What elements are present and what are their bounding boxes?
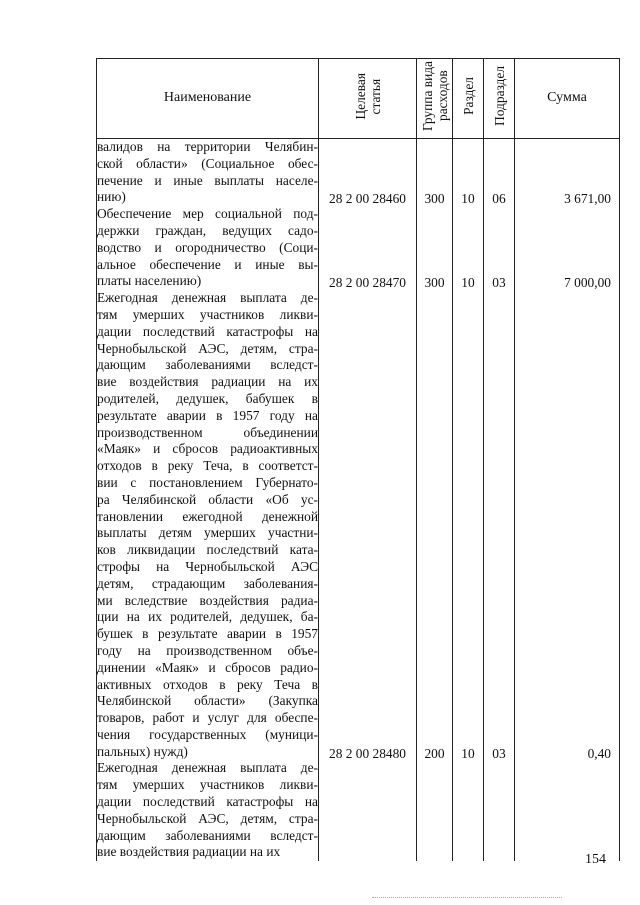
header-target-article: Целевая статья [319,59,417,139]
entry-line: бушек в результате аварии в 1957 [97,626,318,642]
target-article-column [319,139,417,862]
page-number: 154 [585,852,606,867]
expense-group-column [417,139,453,862]
entry-line: тям умерших участников ликви- [97,777,318,793]
subsection-value: 03 [492,745,506,761]
entry-line: Челябинской области» (Закупка [97,693,318,709]
entry-line: Обеспечение мер социальной под- [97,206,318,222]
entry-line: строфы на Чернобыльской АЭС [97,558,318,574]
sum-value: 0,40 [587,745,611,761]
entry-name [97,290,318,760]
entry-line: ми вследствие воздействия радиа- [97,592,318,608]
entry-line: нию) [97,189,126,205]
header-sum: Сумма [515,59,620,139]
subsection-column [484,139,515,862]
section-column [453,139,484,862]
entry-line: тановлении ежегодной денежной [97,508,318,524]
entry-line: вие воздействия радиации на их [97,374,318,390]
entry-line: дации последствий катастрофы на [97,323,318,339]
section-value: 10 [461,745,475,761]
header-subsection: Подраздел [484,59,515,139]
subsection-value: 03 [492,275,506,291]
entry-line: держки граждан, ведущих садо- [97,222,318,238]
entry-line: «Маяк» и сбросов радиоактивных [97,441,318,457]
expense-group-value: 300 [424,191,445,207]
target-article-value: 28 2 00 28480 [329,745,406,761]
entry-line: активных отходов в реку Теча в [97,676,318,692]
entry-line: дающим заболеваниями вследст- [97,357,318,373]
entry-line: дающим заболеваниями вследст- [97,827,318,843]
entry-line: печение и иные выплаты населе- [97,172,318,188]
entry-line: детям, страдающим заболевания- [97,575,318,591]
expense-group-value: 200 [424,745,445,761]
header-section: Раздел [453,59,484,139]
sum-value: 7 000,00 [564,275,611,291]
subsection-value: 06 [492,191,506,207]
entry-line: дации последствий катастрофы на [97,794,318,810]
target-article-value: 28 2 00 28470 [329,275,406,291]
table-body-row [97,139,620,862]
entry-line: родителей, дедушек, бабушек в [97,390,318,406]
entry-line: водство и огородничество (Соци- [97,239,318,255]
entry-line: чения государственных (муници- [97,726,318,742]
entry-line: году на производственном объе- [97,642,318,658]
entry-line: вие воздействия радиации на их [97,844,281,860]
sum-value: 3 671,00 [564,191,611,207]
entry-line: Чернобыльской АЭС, детям, стра- [97,810,318,826]
entry-name [97,760,318,861]
entry-line: выплаты детям умерших участни- [97,525,318,541]
entry-line: результате аварии в 1957 году на [97,407,318,423]
entry-line: ции на их родителей, дедушек, ба- [97,609,318,625]
section-value: 10 [461,191,475,207]
entry-line: производственном объединении [97,424,318,440]
section-value: 10 [461,275,475,291]
expense-group-value: 300 [424,275,445,291]
entry-line: платы населению) [97,273,202,289]
entry-line: динении «Маяк» и сбросов радио- [97,659,318,675]
header-name: Наименование [97,59,319,139]
entry-line: пальных) нужд) [97,743,188,759]
entry-name [97,206,318,290]
entry-line: альное обеспечение и иные вы- [97,256,318,272]
budget-table [96,58,620,861]
footer-rule [372,897,562,898]
entry-line: Ежегодная денежная выплата де- [97,290,318,306]
entry-line: ков ликвидации последствий ката- [97,542,318,558]
entry-line: Чернобыльской АЭС, детям, стра- [97,340,318,356]
header-expense-group: Группа вида расходов [417,59,453,139]
entry-line: тям умерших участников ликви- [97,306,318,322]
entry-line: ра Челябинской области «Об ус- [97,491,318,507]
target-article-value: 28 2 00 28460 [329,191,406,207]
table-header-row [97,59,620,139]
entry-line: валидов на территории Челябин- [97,139,318,154]
entry-line: вии с постановлением Губернато- [97,474,318,490]
entry-line: отходов в реку Теча, в соответст- [97,458,318,474]
entry-line: Ежегодная денежная выплата де- [97,760,318,776]
entry-line: ской области» (Социальное обес- [97,155,318,171]
name-column [97,139,319,862]
entry-name [97,139,318,206]
entry-line: товаров, работ и услуг для обеспе- [97,710,318,726]
sum-column [515,139,620,862]
